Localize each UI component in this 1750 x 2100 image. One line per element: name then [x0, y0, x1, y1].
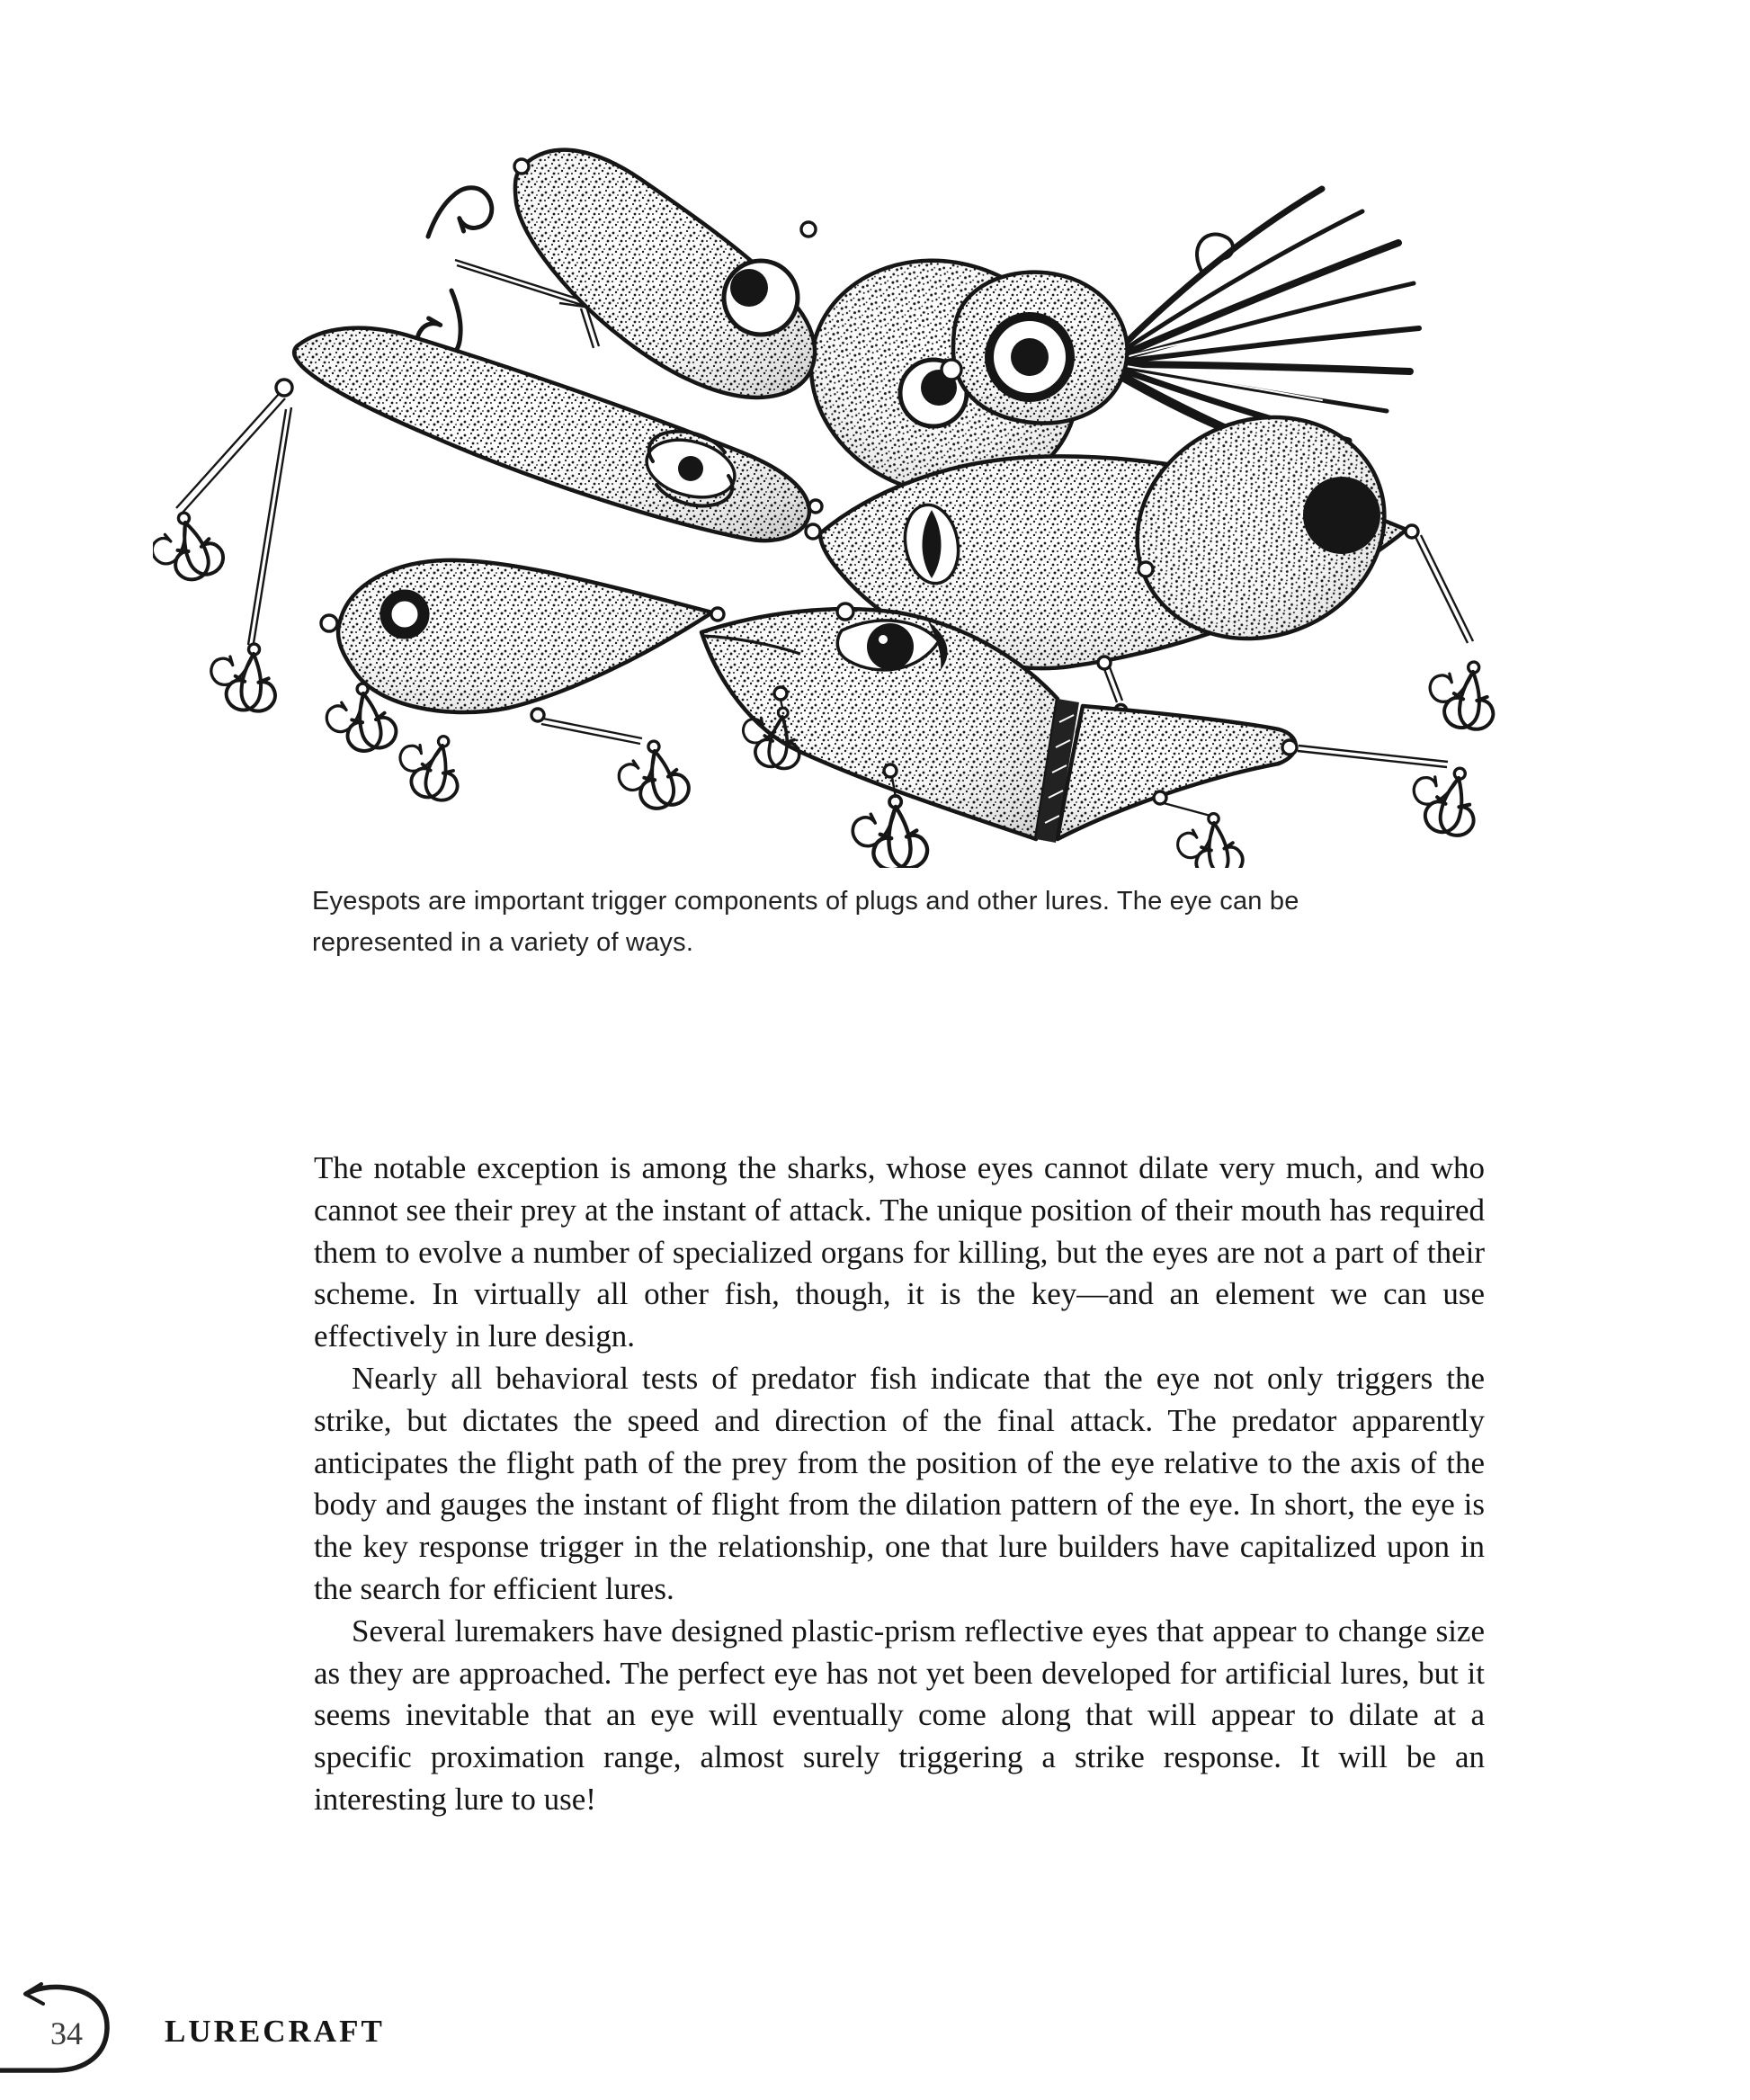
running-title: LURECRAFT [165, 2014, 385, 2049]
lure-illustration [153, 121, 1520, 868]
body-text [314, 1148, 1485, 1821]
paragraph: Several luremakers have designed plastic-prism reflective eyes that appear to change size as they are approached. The perfect eye has not yet been developed for artificial lures, but it seems inevitable that an eye will eventually come along that will appear to dilate at a specific proximation range, almost surely triggering a strike response. It will be an interesting lure to use! [314, 1613, 1485, 1817]
figure [153, 121, 1520, 868]
figure-caption: Eyespots are important trigger components of plugs and other lures. The eye can be represented in a variety of ways. [312, 887, 1299, 957]
paragraph: Nearly all behavioral tests of predator fish indicate that the eye not only triggers the strike, but dictates the speed and direction of the final attack. The predator apparently anticipates the flight path of the prey from the position of the eye relative to the axis of the body and gauges the instant of flight from the dilation pattern of the eye. In short, the eye is the key response trigger in the relationship, one that lure builders have capitalized upon in the search for efficient lures. [314, 1360, 1485, 1606]
page-number: 34 [50, 2015, 83, 2051]
lure-banana-crankbait [514, 150, 816, 398]
lure-spoon [321, 560, 724, 820]
lure-popper-with-skirt [942, 189, 1419, 456]
paragraph: The notable exception is among the sharks, whose eyes cannot dilate very much, and who cannot see their prey at the instant of attack. The unique position of their mouth has required them to evolve a number of specialized organs for killing, but the eyes are not a part of their scheme. In virtually all other fish, though, it is the key—and an element we can use effectively in lure design. [314, 1150, 1485, 1354]
eyespot-solid [1303, 477, 1380, 554]
eyespot-ring [386, 595, 424, 633]
